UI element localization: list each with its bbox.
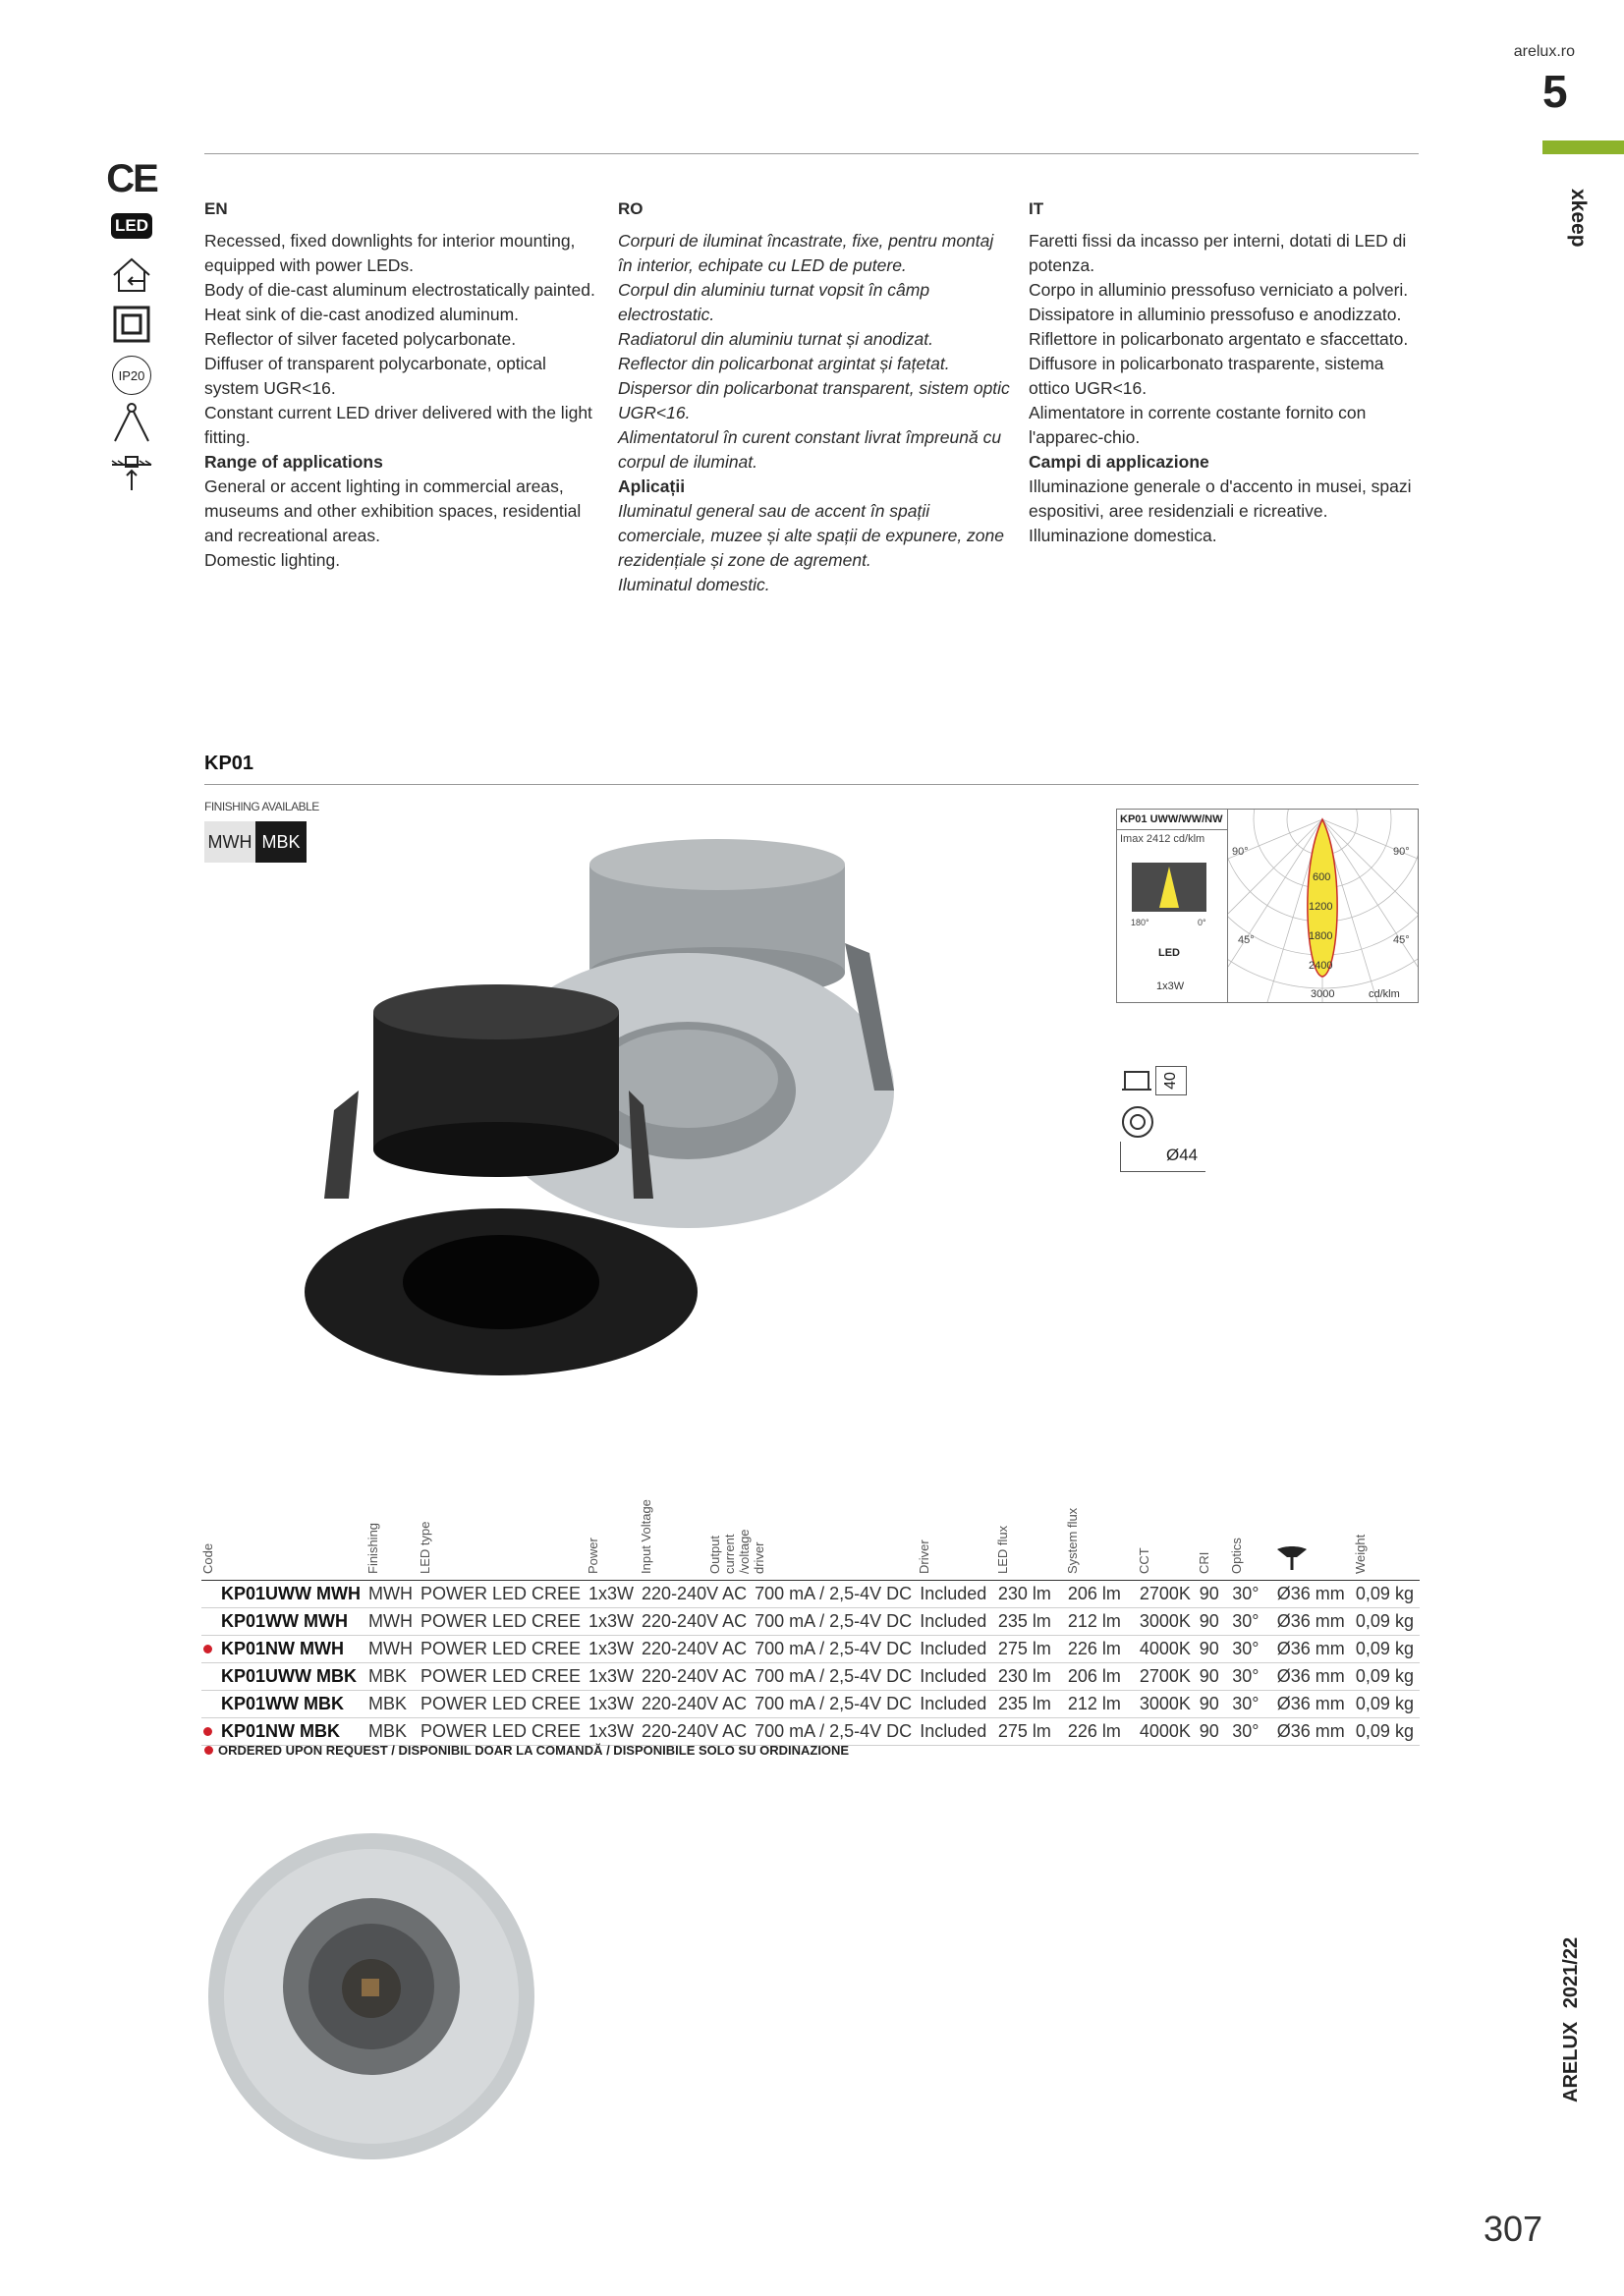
table-cell: 1x3W xyxy=(587,1608,640,1636)
description-it-app-body: Illuminazione generale o d'accento in musei, spazi espositivi, aree residenziali e ricreative. Illuminazione domestica. xyxy=(1029,476,1412,545)
table-cell: 0,09 kg xyxy=(1354,1663,1420,1691)
header-cct: CCT xyxy=(1136,1547,1151,1574)
table-cell: 90 xyxy=(1198,1636,1230,1663)
beam-thumbnail xyxy=(1132,863,1206,912)
description-en xyxy=(204,196,597,573)
ring-label-600: 600 xyxy=(1313,871,1331,883)
description-it-body: Faretti fissi da incasso per interni, dotati di LED di potenza. Corpo in alluminio pressofuso verniciato a polveri. Dissipatore in alluminio pressofuso e anodizzato. Riflettore in policarbonato argentato e sfaccettato. Diffusore in policarbonato trasparente, sistema ottico UGR<16. Alimentatore in corrente costante fornito con l'apparec-chio. xyxy=(1029,231,1409,447)
table-cell: 90 xyxy=(1198,1608,1230,1636)
footnote xyxy=(204,1743,849,1758)
table-cell: Ø36 mm xyxy=(1275,1581,1354,1608)
cutout-icon xyxy=(1275,1543,1309,1571)
table-cell: 30° xyxy=(1230,1608,1275,1636)
table-cell: 212 lm xyxy=(1066,1608,1138,1636)
table-cell: POWER LED CREE xyxy=(419,1718,587,1746)
product-code xyxy=(201,1608,366,1636)
ring-label-2400: 2400 xyxy=(1309,960,1333,972)
table-cell: 1x3W xyxy=(587,1581,640,1608)
table-cell: 206 lm xyxy=(1066,1663,1138,1691)
ip-label: IP20 xyxy=(118,367,145,383)
table-cell: Ø36 mm xyxy=(1275,1663,1354,1691)
product-code-text: KP01UWW MWH xyxy=(221,1584,361,1603)
table-cell: Included xyxy=(918,1581,996,1608)
ring-label-1200: 1200 xyxy=(1309,901,1333,913)
table-cell: 700 mA / 2,5-4V DC xyxy=(753,1608,918,1636)
photometric-panel xyxy=(1116,809,1419,1003)
table-row xyxy=(201,1691,1420,1718)
product-code-text: KP01NW MBK xyxy=(221,1721,341,1741)
table-row xyxy=(201,1663,1420,1691)
table-cell: 90 xyxy=(1198,1718,1230,1746)
product-code xyxy=(201,1718,366,1746)
table-cell: Included xyxy=(918,1718,996,1746)
table-row xyxy=(201,1608,1420,1636)
polar-label-45-left: 45° xyxy=(1238,934,1255,946)
photometric-title: KP01 UWW/WW/NW xyxy=(1117,810,1227,830)
height-dimension xyxy=(1120,1063,1187,1098)
product-code-text: KP01UWW MBK xyxy=(221,1666,357,1686)
table-cell: Included xyxy=(918,1608,996,1636)
table-cell: Included xyxy=(918,1691,996,1718)
photometric-power: 1x3W xyxy=(1156,980,1185,992)
table-cell: 0,09 kg xyxy=(1354,1636,1420,1663)
angle-right: 0° xyxy=(1198,918,1206,927)
table-cell: POWER LED CREE xyxy=(419,1663,587,1691)
table-cell: 0,09 kg xyxy=(1354,1718,1420,1746)
table-cell: 3000K xyxy=(1138,1691,1198,1718)
photometric-left xyxy=(1117,810,1228,1002)
table-row xyxy=(201,1581,1420,1608)
header-system-flux: System flux xyxy=(1064,1507,1080,1574)
height-value: 40 xyxy=(1161,1072,1179,1090)
catalog-label: ARELUX 2021/22 xyxy=(1560,1936,1582,2102)
table-cell: 30° xyxy=(1230,1663,1275,1691)
table-cell: MBK xyxy=(366,1718,419,1746)
header-cri: CRI xyxy=(1196,1551,1211,1574)
table-cell: 90 xyxy=(1198,1691,1230,1718)
product-code-text: KP01WW MBK xyxy=(221,1694,344,1713)
table-cell: 1x3W xyxy=(587,1663,640,1691)
table-cell: MWH xyxy=(366,1608,419,1636)
table-cell: 0,09 kg xyxy=(1354,1691,1420,1718)
table-cell: 226 lm xyxy=(1066,1636,1138,1663)
table-cell: 220-240V AC xyxy=(640,1718,753,1746)
table-cell: Included xyxy=(918,1663,996,1691)
description-ro-body: Corpuri de iluminat încastrate, fixe, pentru montaj în interior, echipate cu LED de putere. Corpul din aluminiu turnat vopsit în câmp electrostatic. Radiatorul din aluminiu turnat și anodizat. Reflector din policarbonat argintat și fațetat. Dispersor din policarbonat transparent, sistem optic UGR<16. Alimentatorul în curent constant livrat împreună cu corpul de iluminat. xyxy=(618,231,1010,472)
header-finishing: Finishing xyxy=(365,1522,380,1574)
finish-swatch-mwh xyxy=(204,821,255,863)
table-cell: 700 mA / 2,5-4V DC xyxy=(753,1718,918,1746)
diameter-dimension xyxy=(1120,1104,1199,1164)
polar-unit: cd/klm xyxy=(1369,988,1400,1000)
spec-table xyxy=(201,1497,1420,1746)
top-divider xyxy=(204,153,1419,154)
collection-label: xkeep xyxy=(1567,189,1590,248)
description-en-heading: EN xyxy=(204,199,228,218)
angle-left: 180° xyxy=(1131,918,1149,927)
footnote-text: ORDERED UPON REQUEST / DISPONIBIL DOAR LA COMANDĂ / DISPONIBILE SOLO SU ORDINAZIONE xyxy=(218,1743,850,1758)
description-it-app-heading: Campi di applicazione xyxy=(1029,452,1209,472)
table-cell: 1x3W xyxy=(587,1691,640,1718)
polar-label-45-right: 45° xyxy=(1393,934,1410,946)
table-cell: 226 lm xyxy=(1066,1718,1138,1746)
product-code-text: KP01WW MWH xyxy=(221,1611,348,1631)
table-cell: Ø36 mm xyxy=(1275,1691,1354,1718)
table-cell: 235 lm xyxy=(996,1608,1066,1636)
header-optics: Optics xyxy=(1229,1538,1245,1574)
polar-label-90-right: 90° xyxy=(1393,846,1410,858)
header-weight: Weight xyxy=(1352,1534,1368,1574)
header-led-flux: LED flux xyxy=(994,1525,1010,1574)
table-cell: 30° xyxy=(1230,1636,1275,1663)
description-it xyxy=(1029,196,1422,548)
polar-diagram xyxy=(1228,810,1418,1002)
finish-mbk-label: MBK xyxy=(261,831,301,852)
site-url: arelux.ro xyxy=(1513,43,1575,60)
table-cell: 90 xyxy=(1198,1663,1230,1691)
ring-label-1800: 1800 xyxy=(1309,930,1333,942)
table-cell: Included xyxy=(918,1636,996,1663)
page-number: 307 xyxy=(1484,2209,1543,2249)
table-cell: 220-240V AC xyxy=(640,1636,753,1663)
table-cell: MBK xyxy=(366,1691,419,1718)
product-code-text: KP01NW MWH xyxy=(221,1639,344,1658)
polar-label-90-left: 90° xyxy=(1232,846,1249,858)
table-cell: 30° xyxy=(1230,1718,1275,1746)
ring-label-3000: 3000 xyxy=(1311,988,1335,1000)
led-label: LED xyxy=(111,213,152,239)
table-cell: 230 lm xyxy=(996,1663,1066,1691)
header-power: Power xyxy=(586,1538,601,1574)
product-code xyxy=(201,1663,366,1691)
table-cell: MBK xyxy=(366,1663,419,1691)
header-driver: Driver xyxy=(917,1540,932,1574)
table-cell: POWER LED CREE xyxy=(419,1608,587,1636)
fixture-top-icon xyxy=(1120,1104,1155,1140)
table-cell: POWER LED CREE xyxy=(419,1581,587,1608)
table-cell: 1x3W xyxy=(587,1718,640,1746)
table-cell: 700 mA / 2,5-4V DC xyxy=(753,1581,918,1608)
chapter-number: 5 xyxy=(1542,66,1568,117)
table-cell: 230 lm xyxy=(996,1581,1066,1608)
description-en-body: Recessed, fixed downlights for interior mounting, equipped with power LEDs. Body of die-cast aluminum electrostatically painted. Heat sink of die-cast anodized aluminum. Reflector of silver faceted polycarbonate. Diffuser of transparent polycarbonate, optical system UGR<16. Constant current LED driver delivered with the light fitting. xyxy=(204,231,595,447)
on-request-marker xyxy=(203,1727,212,1736)
table-cell: 700 mA / 2,5-4V DC xyxy=(753,1691,918,1718)
table-cell: 275 lm xyxy=(996,1718,1066,1746)
recessed-mount-icon xyxy=(110,450,153,493)
led-icon xyxy=(110,208,153,244)
table-cell: 2700K xyxy=(1138,1663,1198,1691)
table-cell: 3000K xyxy=(1138,1608,1198,1636)
description-en-app-body: General or accent lighting in commercial areas, museums and other exhibition spaces, residential and recreational areas. Domestic lighting. xyxy=(204,476,582,570)
header-code: Code xyxy=(200,1542,215,1574)
table-cell: 700 mA / 2,5-4V DC xyxy=(753,1663,918,1691)
header-output: Output current /voltage driver xyxy=(707,1529,767,1574)
table-cell: 4000K xyxy=(1138,1636,1198,1663)
table-cell: 220-240V AC xyxy=(640,1691,753,1718)
description-en-app-heading: Range of applications xyxy=(204,452,383,472)
fixture-side-icon xyxy=(1120,1066,1153,1095)
diameter-box xyxy=(1120,1142,1205,1172)
on-request-dot xyxy=(204,1746,213,1755)
header-cutout-icon xyxy=(1275,1497,1354,1581)
header-led-type: LED type xyxy=(417,1521,432,1574)
ce-label: CE xyxy=(106,156,157,200)
table-cell: 212 lm xyxy=(1066,1691,1138,1718)
description-ro-app-heading: Aplicații xyxy=(618,476,686,496)
table-cell: 700 mA / 2,5-4V DC xyxy=(753,1636,918,1663)
table-cell: POWER LED CREE xyxy=(419,1691,587,1718)
front-view-photo xyxy=(206,1831,536,2161)
product-code xyxy=(201,1636,366,1663)
description-ro-app-body: Iluminatul general sau de accent în spații comerciale, muzee și alte spații de expunere, zone rezidențiale și zone de agrement. Iluminatul domestic. xyxy=(618,501,1004,594)
table-cell: 275 lm xyxy=(996,1636,1066,1663)
table-cell: Ø36 mm xyxy=(1275,1636,1354,1663)
spec-table-header xyxy=(201,1497,1420,1581)
table-cell: 0,09 kg xyxy=(1354,1581,1420,1608)
table-cell: Ø36 mm xyxy=(1275,1608,1354,1636)
table-cell: 235 lm xyxy=(996,1691,1066,1718)
diameter-value: Ø44 xyxy=(1166,1146,1199,1164)
product-code xyxy=(201,1691,366,1718)
led-lamp-icon xyxy=(1158,947,1180,959)
description-ro-heading: RO xyxy=(618,199,644,218)
table-cell: 30° xyxy=(1230,1581,1275,1608)
table-cell: 90 xyxy=(1198,1581,1230,1608)
on-request-marker xyxy=(203,1645,212,1653)
height-value-box xyxy=(1155,1066,1187,1095)
table-row xyxy=(201,1718,1420,1746)
product-divider xyxy=(204,784,1419,785)
table-cell: MWH xyxy=(366,1581,419,1608)
table-cell: 2700K xyxy=(1138,1581,1198,1608)
table-cell: MWH xyxy=(366,1636,419,1663)
table-cell: 220-240V AC xyxy=(640,1581,753,1608)
finishing-label: FINISHING AVAILABLE xyxy=(204,800,319,813)
indoor-house-icon xyxy=(110,252,153,297)
table-cell: 220-240V AC xyxy=(640,1608,753,1636)
table-cell: Ø36 mm xyxy=(1275,1718,1354,1746)
photometric-imax: Imax 2412 cd/klm xyxy=(1120,833,1205,845)
ip20-icon xyxy=(110,354,153,397)
ce-mark-icon xyxy=(106,155,157,202)
table-row xyxy=(201,1636,1420,1663)
description-it-heading: IT xyxy=(1029,199,1044,218)
table-cell: 1x3W xyxy=(587,1636,640,1663)
table-cell: 0,09 kg xyxy=(1354,1608,1420,1636)
description-ro xyxy=(618,196,1011,597)
table-cell: 30° xyxy=(1230,1691,1275,1718)
photometric-led-label: LED xyxy=(1158,947,1180,959)
table-cell: POWER LED CREE xyxy=(419,1636,587,1663)
chapter-accent-bar xyxy=(1542,140,1624,154)
beam-angle-icon xyxy=(110,401,153,444)
product-name: KP01 xyxy=(204,753,254,774)
table-cell: 4000K xyxy=(1138,1718,1198,1746)
class-ii-icon xyxy=(110,303,153,346)
product-code xyxy=(201,1581,366,1608)
table-cell: 220-240V AC xyxy=(640,1663,753,1691)
finish-mwh-label: MWH xyxy=(207,831,252,852)
product-photo xyxy=(295,825,904,1375)
table-cell: 206 lm xyxy=(1066,1581,1138,1608)
header-input-voltage: Input Voltage xyxy=(639,1499,654,1574)
